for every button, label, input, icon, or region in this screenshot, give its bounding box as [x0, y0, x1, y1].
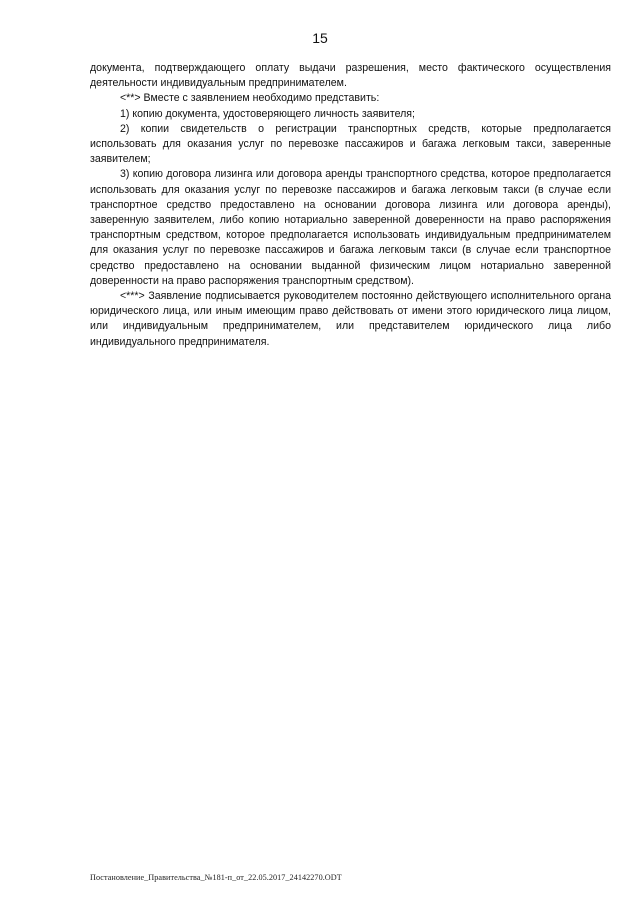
- document-body: [90, 61, 611, 350]
- paragraph-item-2: 2) копии свидетельств о регистрации транспортных средств, которые предполагается использовать для оказания услуг по перевозке пассажиров и багажа легковым такси, заверенные заявителем;: [90, 122, 611, 166]
- paragraph-item-3: 3) копию договора лизинга или договора аренды транспортного средства, которое предполагается использовать для оказания услуг по перевозке пассажиров и багажа легковым такси (в случае если транспортное средство предоставлено на основании договора лизинга или договора аренды), заверенную заявителем, либо копию нотариально заверенной доверенности на право распоряжения транспортным средством, которое предполагается использовать индивидуальным предпринимателем для оказания услуг по перевозке пассажиров и багажа легковым такси (в случае если транспортное средство предоставлено на основании выданной физическим лицом нотариально заверенной доверенности на право распоряжения транспортным средством).: [90, 168, 611, 287]
- paragraph-item-1: 1) копию документа, удостоверяющего личность заявителя;: [120, 107, 415, 120]
- paragraph-footnote-triple-star: <***> Заявление подписывается руководителем постоянно действующего исполнительного органа юридического лица, или иным имеющим право действовать от имени этого юридического лица лицом, или индивидуальным предпринимателем, или представителем юридического лица либо индивидуального предпринимателя.: [90, 290, 611, 348]
- paragraph-footnote-double-star: <**> Вместе с заявлением необходимо представить:: [120, 92, 380, 105]
- document-footer-filename: Постановление_Правительства_№181-п_от_22.05.2017_24142270.ODT: [90, 873, 342, 882]
- page-number: 15: [312, 30, 328, 46]
- paragraph-continuation: документа, подтверждающего оплату выдачи разрешения, место фактического осуществления деятельности индивидуальным предпринимателем.: [90, 62, 611, 90]
